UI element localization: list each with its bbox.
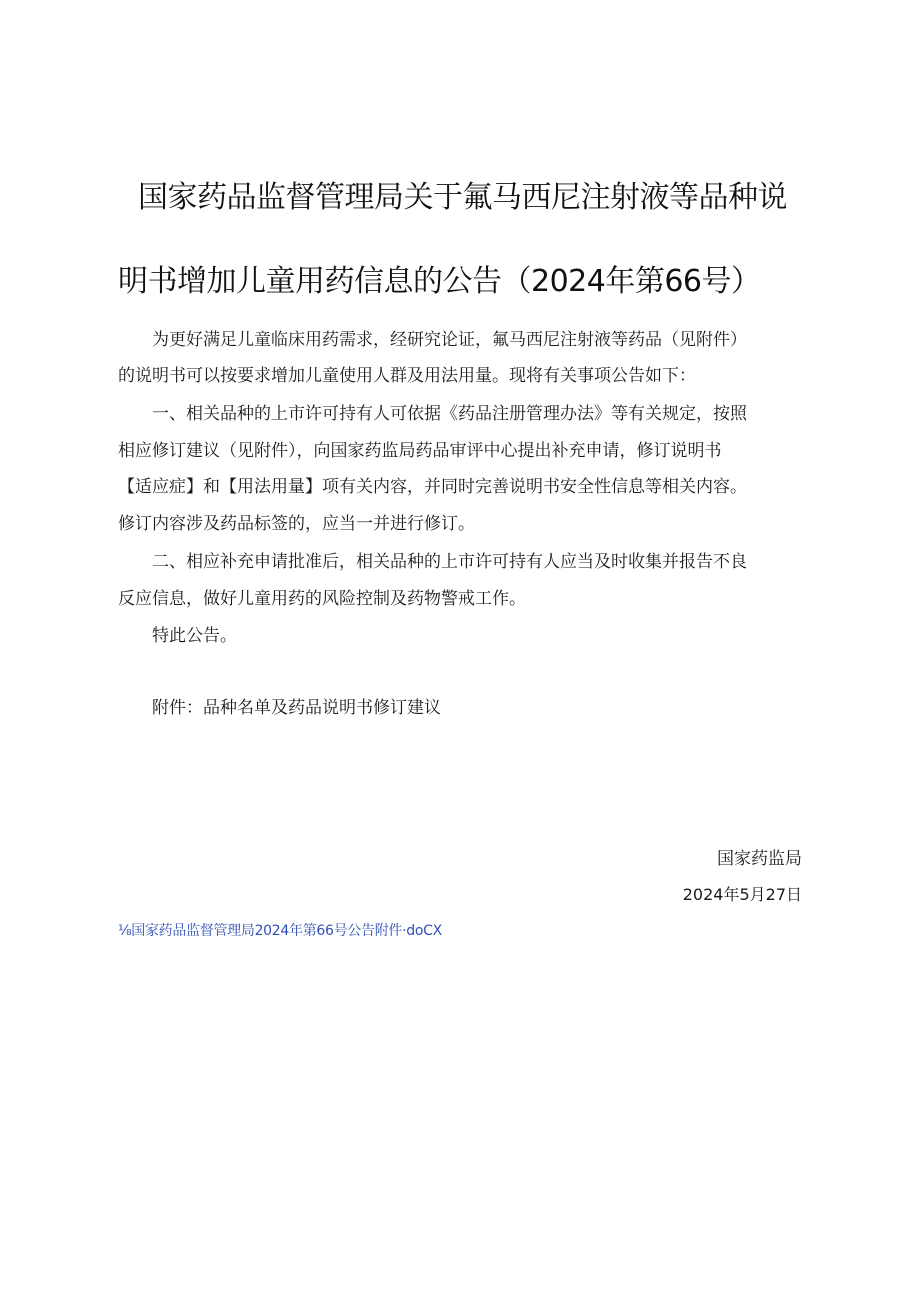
title-line-1: 国家药品监督管理局关于氟马西尼注射液等品种说 (138, 180, 787, 215)
title-line-2: 明书增加儿童用药信息的公告（2024年第66号） (118, 264, 761, 299)
body-line-4: 相应修订建议（见附件），向国家药监局药品审评中心提出补充申请，修订说明书 (118, 441, 722, 461)
signature-organization: 国家药监局 (717, 849, 802, 869)
body-line-1: 为更好满足儿童临床用药需求，经研究论证，氟马西尼注射液等药品（见附件） (152, 330, 747, 350)
attachment-label: 附件：品种名单及药品说明书修订建议 (152, 698, 441, 718)
body-line-2: 的说明书可以按要求增加儿童使用人群及用法用量。现将有关事项公告如下： (118, 366, 696, 386)
closing-line: 特此公告。 (152, 626, 237, 646)
attachment-file-link[interactable]: ⅛国家药品监督管理局2024年第66号公告附件·doCX (118, 923, 442, 939)
body-line-5: 【适应症】和【用法用量】项有关内容，并同时完善说明书安全性信息等相关内容。 (118, 477, 747, 497)
body-line-6: 修订内容涉及药品标签的，应当一并进行修订。 (118, 514, 475, 534)
signature-date: 2024年5月27日 (682, 885, 802, 904)
body-line-7: 二、相应补充申请批准后，相关品种的上市许可持有人应当及时收集并报告不良 (152, 552, 747, 572)
body-line-8: 反应信息，做好儿童用药的风险控制及药物警戒工作。 (118, 589, 526, 609)
body-line-3: 一、相关品种的上市许可持有人可依据《药品注册管理办法》等有关规定，按照 (152, 404, 747, 424)
